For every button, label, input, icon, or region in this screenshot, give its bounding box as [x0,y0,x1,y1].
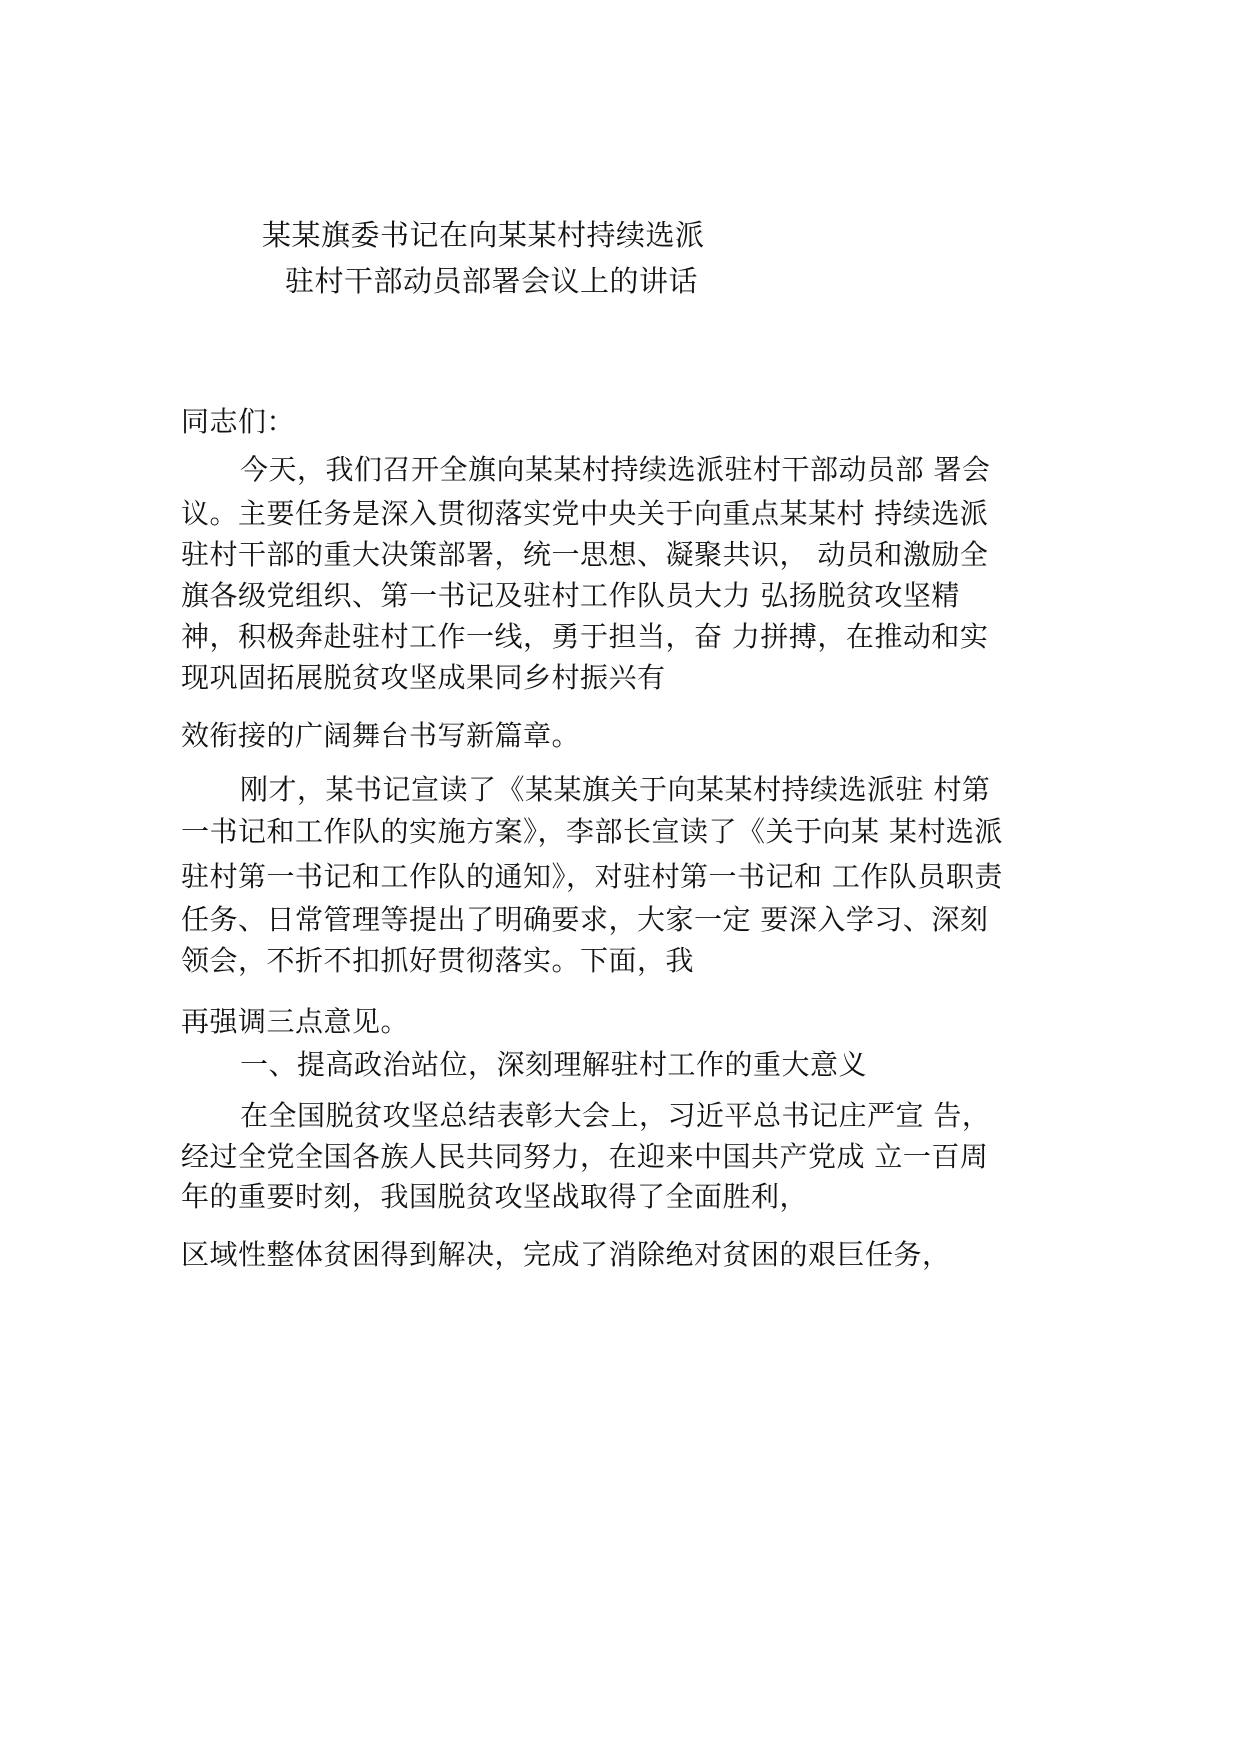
salutation: 同志们： [181,405,296,438]
paragraph-3-line: 年的重要时刻，我国脱贫攻坚战取得了全面胜利， [181,1180,809,1213]
paragraph-2-line: 再强调三点意见。 [181,1005,410,1038]
paragraph-2-line: 领会，不折不扣抓好贯彻落实。下面，我 [181,944,695,977]
section-heading-1: 一、提高政治站位，深刻理解驻村工作的重大意义 [240,1048,868,1081]
paragraph-3-line: 经过全党全国各族人民共同努力，在迎来中国共产党成 立一百周 [181,1140,989,1173]
paragraph-1-line: 现巩固拓展脱贫攻坚成果同乡村振兴有 [181,661,666,694]
paragraph-1-line: 神，积极奔赴驻村工作一线，勇于担当，奋 力拼搏，在推动和实 [181,620,989,653]
paragraph-1-line: 议。主要任务是深入贯彻落实党中央关于向重点某某村 持续选派 [181,497,989,530]
document-title-line-1: 某某旗委书记在向某某村持续选派 [262,218,705,252]
paragraph-1-line: 驻村干部的重大决策部署，统一思想、凝聚共识， 动员和激励全 [181,538,989,571]
paragraph-3-line: 在全国脱贫攻坚总结表彰大会上，习近平总书记庄严宣 告， [240,1099,991,1132]
paragraph-1-line: 今天，我们召开全旗向某某村持续选派驻村干部动员部 署会 [240,453,991,486]
paragraph-2-line: 一书记和工作队的实施方案》，李部长宣读了《关于向某 某村选派 [181,815,1003,848]
document-title-line-2: 驻村干部动员部署会议上的讲话 [285,264,699,298]
paragraph-1-line: 旗各级党组织、第一书记及驻村工作队员大力 弘扬脱贫攻坚精 [181,579,960,612]
paragraph-2-line: 驻村第一书记和工作队的通知》，对驻村第一书记和 工作队员职责 [181,860,1003,893]
paragraph-2-line: 刚才，某书记宣读了《某某旗关于向某某村持续选派驻 村第 [240,773,991,806]
paragraph-3-line: 区域性整体贫困得到解决，完成了消除绝对贫困的艰巨任务， [181,1238,951,1271]
paragraph-1-line: 效衔接的广阔舞台书写新篇章。 [181,719,581,752]
paragraph-2-line: 任务、日常管理等提出了明确要求，大家一定 要深入学习、深刻 [181,903,989,936]
